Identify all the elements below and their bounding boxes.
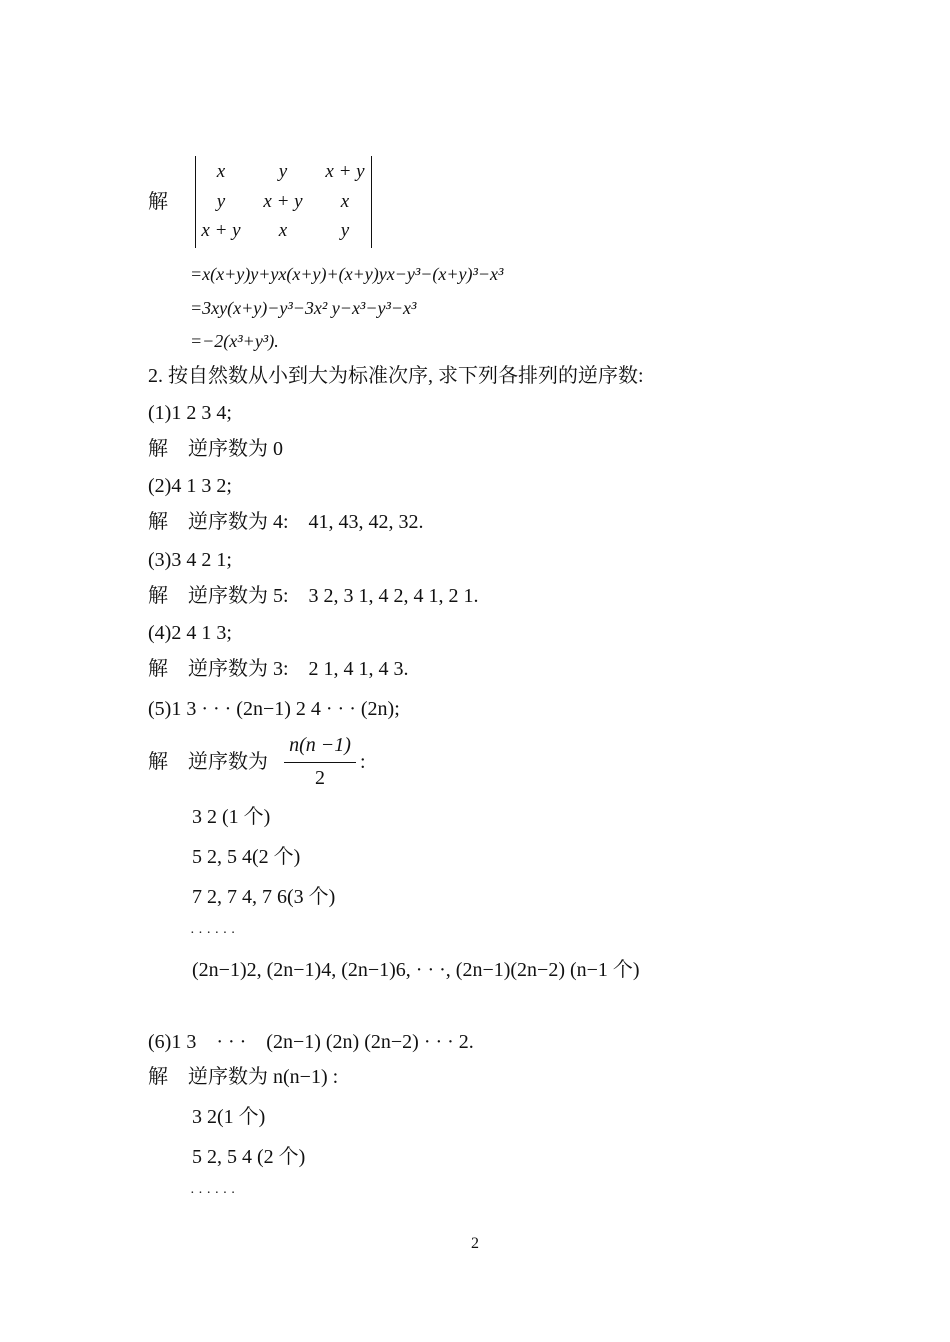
expansion-step: =−2(x³+y³). (190, 331, 279, 351)
fraction-denominator: 2 (315, 767, 325, 789)
list-item: 7 2, 7 4, 7 6(3 个) (192, 886, 336, 908)
list-item: (2n−1)2, (2n−1)4, (2n−1)6, · · ·, (2n−1)(2n−2) (n−1 个) (192, 959, 640, 981)
matrix-cell: x (216, 161, 226, 182)
matrix-cell: x (278, 220, 288, 241)
determinant (195, 156, 373, 248)
list-item: 3 2(1 个) (192, 1106, 266, 1128)
fraction-bar (284, 762, 356, 763)
part-question: (4)2 4 1 3; (148, 622, 232, 644)
part-answer: 解 逆序数为 0 (148, 438, 283, 460)
part-answer-suffix: : (360, 751, 366, 773)
list-item: · · · · · · (190, 926, 236, 941)
matrix-cell: y (216, 191, 226, 212)
part-question: (3)3 4 2 1; (148, 549, 232, 571)
matrix-cell: y (278, 161, 288, 182)
list-item: 5 2, 5 4(2 个) (192, 846, 301, 868)
part-answer: 解 逆序数为 4: 41, 43, 42, 32. (148, 511, 424, 533)
part-question: (6)1 3 · · · (2n−1) (2n) (2n−2) · · · 2. (148, 1031, 474, 1053)
part-answer: 解 逆序数为 n(n−1) : (148, 1066, 339, 1088)
matrix-cell: x + y (325, 161, 365, 182)
part-question: (1)1 2 3 4; (148, 402, 232, 424)
matrix-cell: x (340, 191, 350, 212)
page-number: 2 (471, 1235, 479, 1252)
fraction-numerator: n(n −1) (289, 734, 351, 756)
problem-heading: 2. 按自然数从小到大为标准次序, 求下列各排列的逆序数: (148, 365, 644, 387)
list-item: 5 2, 5 4 (2 个) (192, 1146, 306, 1168)
part-answer: 解 逆序数为 3: 2 1, 4 1, 4 3. (148, 658, 409, 680)
matrix-cell: y (340, 220, 350, 241)
solution-label: 解 (148, 191, 168, 213)
expansion-step: =3xy(x+y)−y³−3x² y−x³−y³−x³ (190, 298, 417, 318)
matrix-cell: x + y (201, 220, 241, 241)
fraction (282, 733, 358, 791)
part-answer: 解 逆序数为 5: 3 2, 3 1, 4 2, 4 1, 2 1. (148, 585, 479, 607)
part-question: (2)4 1 3 2; (148, 475, 232, 497)
list-item: 3 2 (1 个) (192, 806, 271, 828)
expansion-step: =x(x+y)y+yx(x+y)+(x+y)yx−y³−(x+y)³−x³ (190, 264, 504, 284)
list-item: · · · · · · (190, 1186, 236, 1201)
part-question: (5)1 3 · · · (2n−1) 2 4 · · · (2n); (148, 698, 400, 720)
matrix-cell: x + y (263, 191, 303, 212)
part-answer-prefix: 解 逆序数为 (148, 751, 268, 773)
